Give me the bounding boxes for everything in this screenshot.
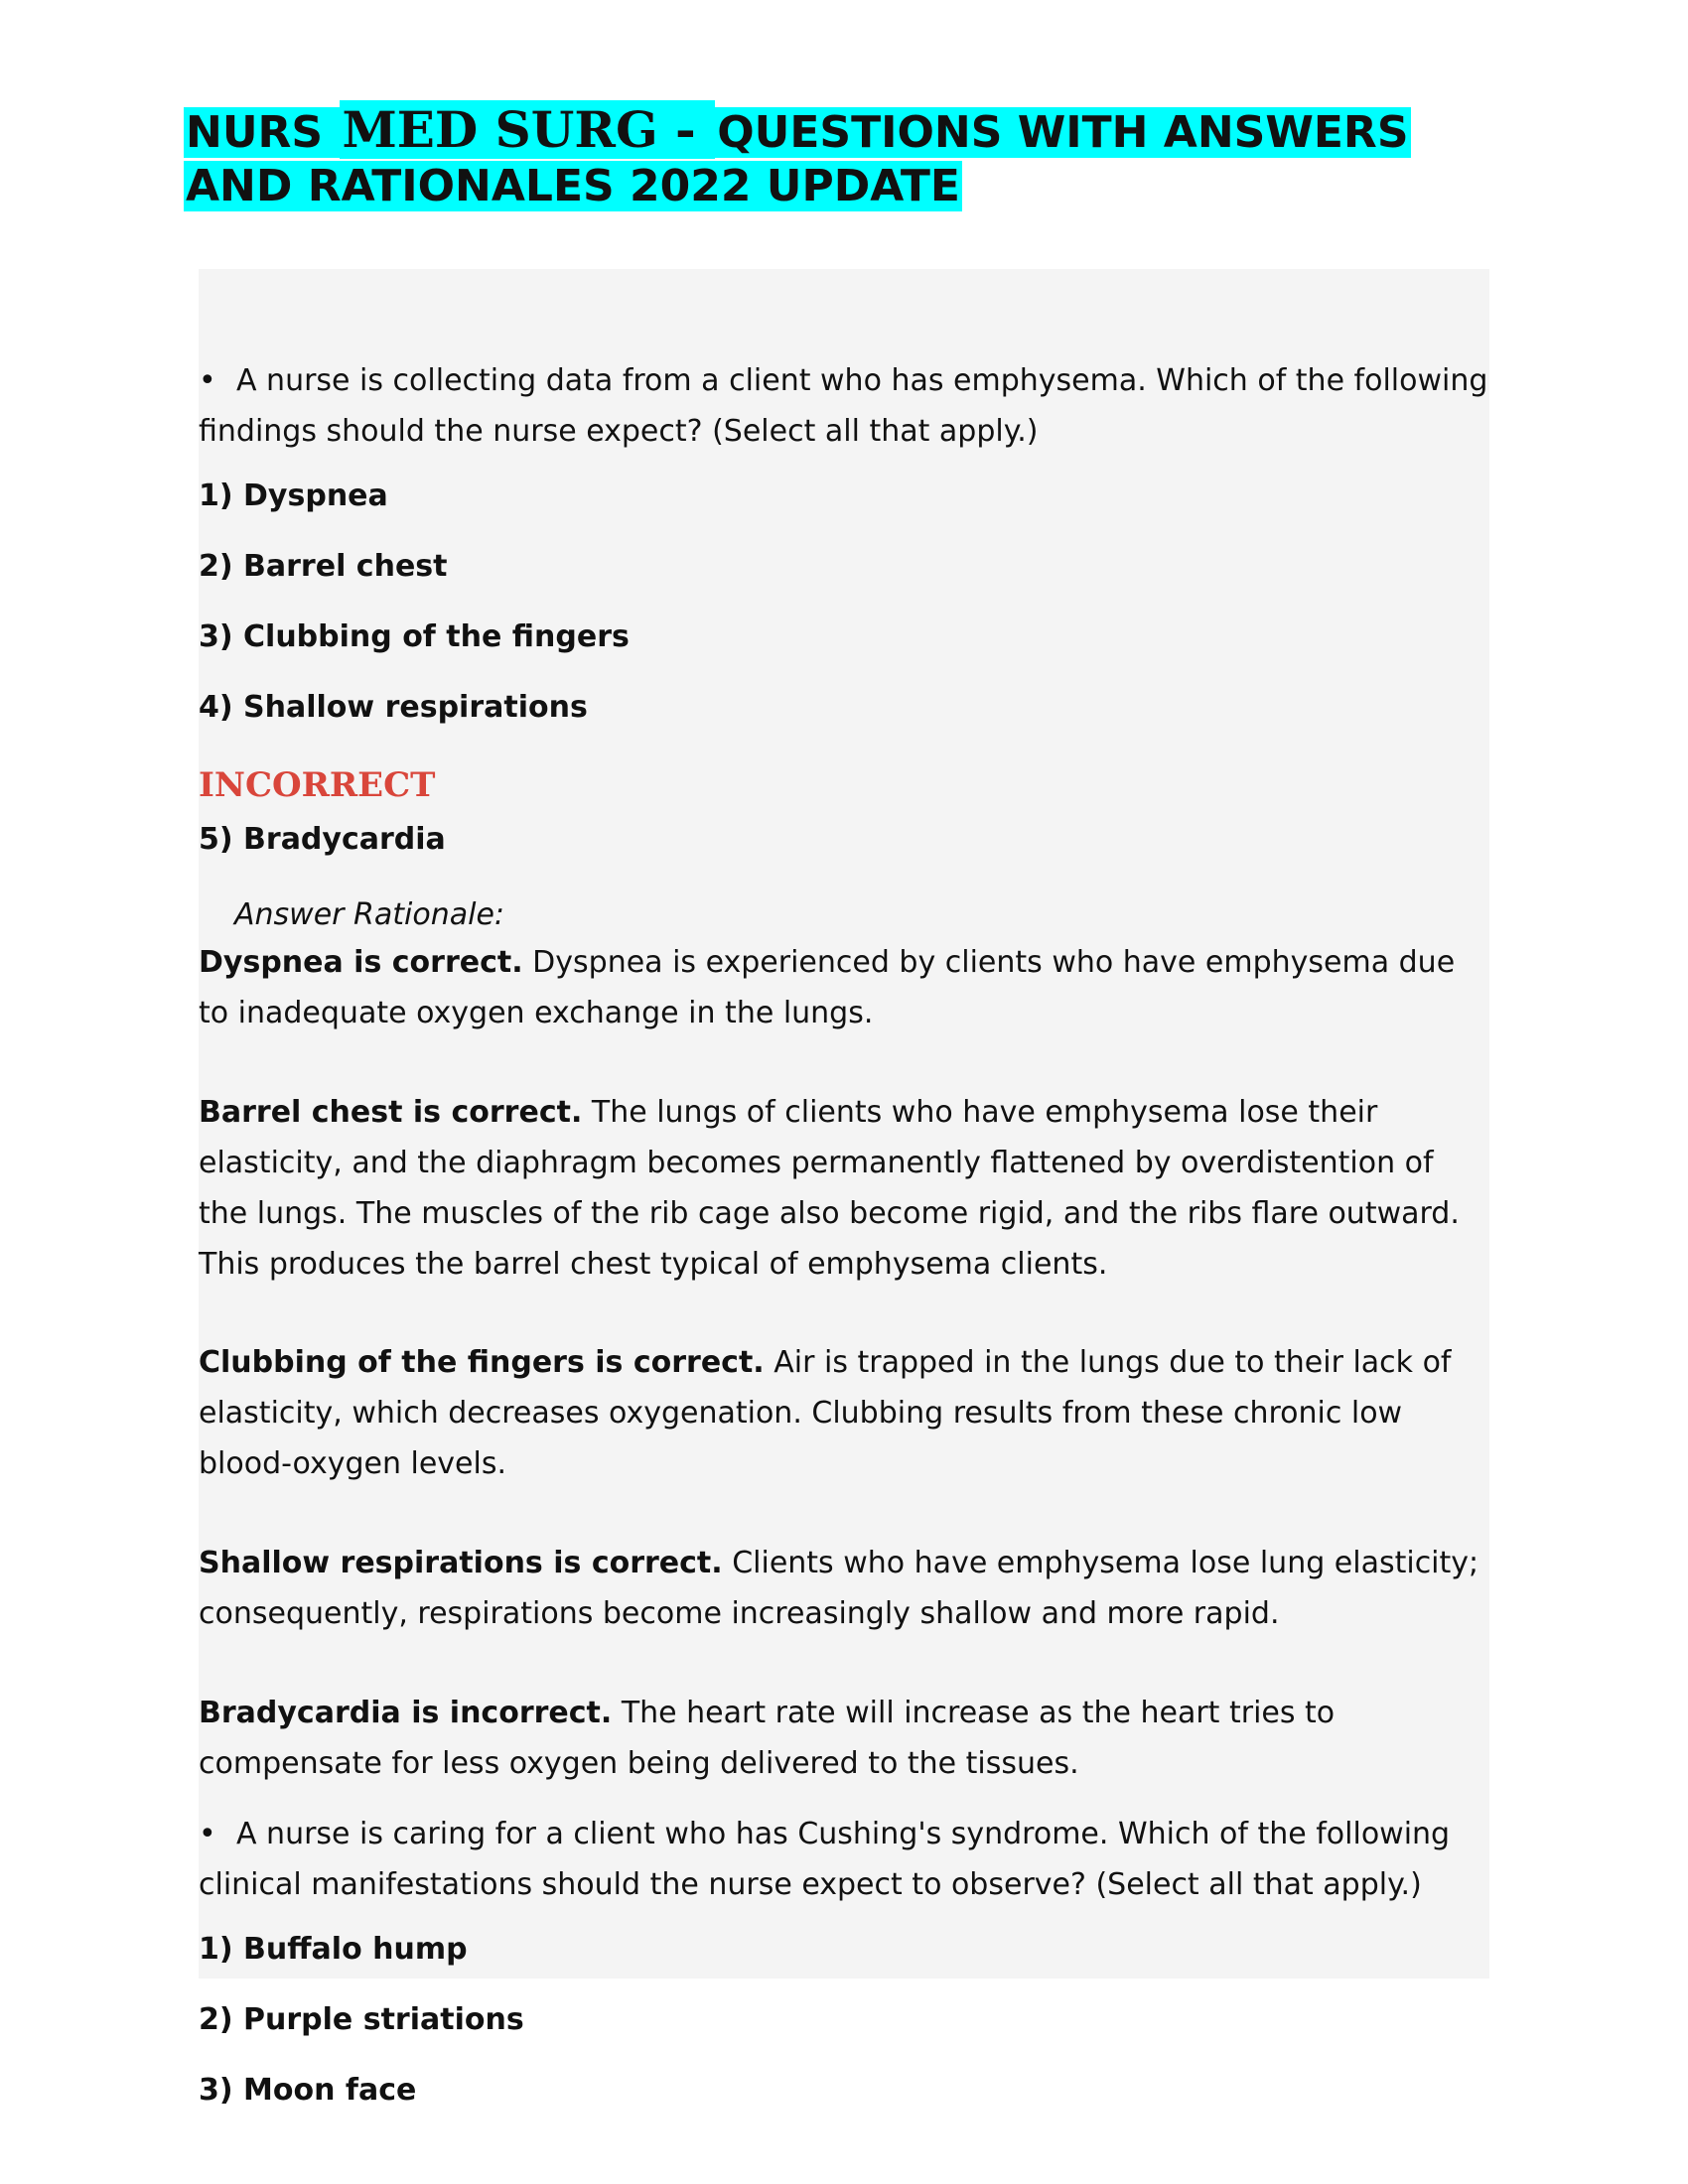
rationale-4 [199, 1538, 1489, 1639]
rationale-5-lead: Bradycardia is incorrect. [199, 1696, 613, 1730]
rationale-2-text: The lungs of clients who have emphysema lose their elasticity, and the diaphragm becomes permanently flattened by overdistention of the lungs. The muscles of the rib cage also become rigid, and the ribs flare outward. This produces the barrel chest typical of emphysema clients. [199, 1095, 1460, 1282]
q2-option-3: 3) Moon face [199, 2073, 417, 2108]
question-1 [199, 355, 1489, 457]
q1-option-1: 1) Dyspnea [199, 478, 388, 513]
rationale-5-text: The heart rate will increase as the heart tries to compensate for less oxygen being delivered to the tissues. [199, 1696, 1336, 1781]
title-nurs: NURS [186, 107, 339, 158]
q2-option-2: 2) Purple striations [199, 2002, 524, 2037]
rationale-4-lead: Shallow respirations is correct. [199, 1546, 723, 1580]
rationale-1-lead: Dyspnea is correct. [199, 945, 523, 980]
q1-option-4: 4) Shallow respirations [199, 690, 588, 725]
title-rest: QUESTIONS WITH ANSWERS AND RATIONALES 2022 UPDATE [186, 107, 1409, 211]
rationale-3-text: Air is trapped in the lungs due to their lack of elasticity, which decreases oxygenation. Clubbing results from these chronic low blood-oxygen levels. [199, 1345, 1452, 1481]
rationale-4-text: Clients who have emphysema lose lung elasticity; consequently, respirations become increasingly shallow and more rapid. [199, 1546, 1479, 1631]
bullet-icon: • [199, 1817, 216, 1851]
question-1-text: A nurse is collecting data from a client who has emphysema. Which of the following findings should the nurse expect? (Select all that apply.) [199, 363, 1488, 449]
q1-option-2: 2) Barrel chest [199, 549, 448, 584]
q1-option-3: 3) Clubbing of the fingers [199, 619, 630, 654]
rationale-2 [199, 1087, 1489, 1290]
q2-option-1: 1) Buffalo hump [199, 1932, 468, 1967]
document-title [184, 100, 1504, 213]
question-2-text: A nurse is caring for a client who has Cushing's syndrome. Which of the following clinical manifestations should the nurse expect to observe? (Select all that apply.) [199, 1817, 1451, 1902]
rationale-heading: Answer Rationale: [234, 897, 505, 932]
rationale-1 [199, 937, 1489, 1038]
rationale-5 [199, 1688, 1489, 1789]
status-badge: INCORRECT [199, 765, 436, 805]
rationale-2-lead: Barrel chest is correct. [199, 1095, 583, 1130]
title-med-surg: MED SURG - [342, 100, 714, 159]
rationale-3-lead: Clubbing of the fingers is correct. [199, 1345, 765, 1380]
rationale-3 [199, 1337, 1489, 1489]
question-2 [199, 1809, 1489, 1910]
bullet-icon: • [199, 363, 216, 398]
rationale-1-text: Dyspnea is experienced by clients who have emphysema due to inadequate oxygen exchange in the lungs. [199, 945, 1456, 1030]
q1-option-5: 5) Bradycardia [199, 822, 446, 857]
